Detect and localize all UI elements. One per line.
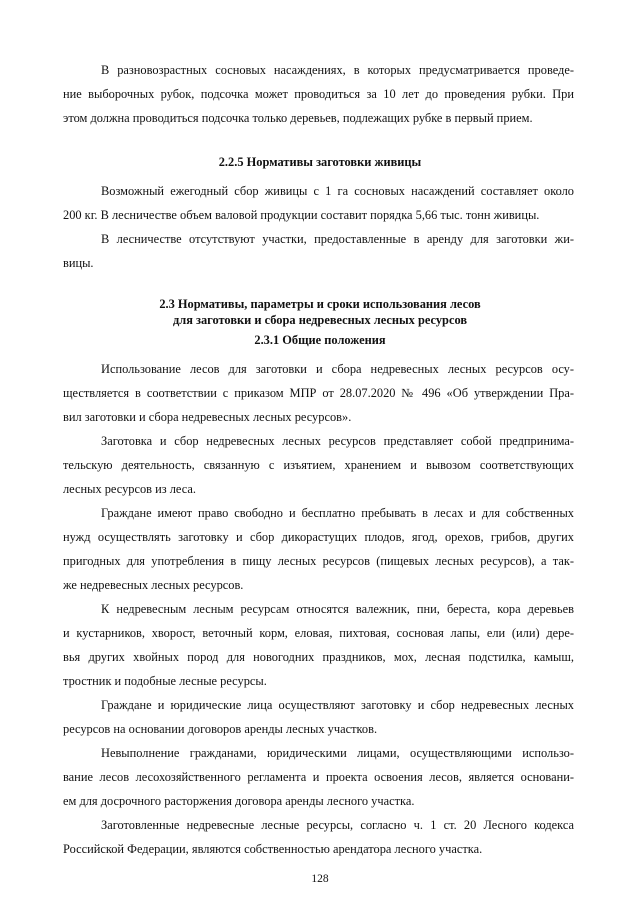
paragraph-line: же недревесных лесных ресурсов.: [63, 578, 244, 592]
paragraph-line: Заготовка и сбор недревесных лесных ресурсов представляет собой предпринима-: [101, 434, 574, 448]
paragraph-line: Невыполнение гражданами, юридическими лицами, осуществляющими использо-: [101, 746, 574, 760]
paragraph-line: нужд осуществлять заготовку и сбор дикорастущих плодов, ягод, орехов, грибов, других: [63, 530, 574, 544]
paragraph-line: Возможный ежегодный сбор живицы с 1 га сосновых насаждений составляет около: [101, 184, 574, 198]
page-number: 128: [311, 873, 329, 885]
paragraph-line: вил заготовки и сбора недревесных лесных ресурсов».: [63, 410, 352, 424]
paragraph-line: и кустарников, хворост, веточный корм, еловая, пихтовая, сосновая лапы, ели (или) дере-: [63, 626, 574, 640]
paragraph-line: Граждане имеют право свободно и бесплатно пребывать в лесах и для собственных: [101, 506, 574, 520]
section-heading-2-3-1: 2.3.1 Общие положения: [254, 333, 386, 347]
paragraph-line: Использование лесов для заготовки и сбора недревесных лесных ресурсов осу-: [101, 362, 574, 376]
paragraph-line: вицы.: [63, 256, 94, 270]
paragraph-line: ществляется в соответствии с приказом МПР от 28.07.2020 № 496 «Об утверждении Пра-: [63, 386, 574, 400]
paragraph-line: тельскую деятельность, связанную с изъятием, хранением и вывозом соответствующих: [63, 458, 574, 472]
section-heading-2-3-line1: 2.3 Нормативы, параметры и сроки использования лесов: [159, 297, 481, 311]
section-heading-2-2-5: 2.2.5 Нормативы заготовки живицы: [218, 155, 422, 169]
paragraph-line: В лесничестве отсутствуют участки, предоставленные в аренду для заготовки жи-: [101, 232, 574, 246]
paragraph-line: Граждане и юридические лица осуществляют заготовку и сбор недревесных лесных: [101, 698, 574, 712]
paragraph-line: пригодных для употребления в пищу лесных ресурсов (пищевых лесных ресурсов), а так-: [63, 554, 574, 568]
paragraph-line: Заготовленные недревесные лесные ресурсы, согласно ч. 1 ст. 20 Лесного кодекса: [101, 818, 574, 832]
paragraph-line: ние выборочных рубок, подсочка может проводиться за 10 лет до проведения рубки. При: [63, 87, 574, 101]
paragraph-line: этом должна проводиться подсочка только деревьев, подлежащих рубке в первый прием.: [63, 111, 533, 125]
paragraph-line: К недревесным лесным ресурсам относятся валежник, пни, береста, кора деревьев: [101, 602, 574, 616]
paragraph-line: В разновозрастных сосновых насаждениях, в которых предусматривается проведе-: [101, 63, 574, 77]
paragraph-line: тростник и подобные лесные ресурсы.: [63, 674, 267, 688]
section-heading-2-3-line2: для заготовки и сбора недревесных лесных ресурсов: [172, 313, 468, 327]
paragraph-line: вья других хвойных пород для новогодних праздников, мох, лесная подстилка, камыш,: [63, 650, 574, 664]
paragraph-line: лесных ресурсов из леса.: [63, 482, 196, 496]
paragraph-line: 200 кг. В лесничестве объем валовой продукции составит порядка 5,66 тыс. тонн живицы.: [63, 208, 540, 222]
paragraph-line: Российской Федерации, являются собственностью арендатора лесного участка.: [63, 842, 483, 856]
paragraph-line: вание лесов лесохозяйственного регламента и проекта освоения лесов, является основани-: [63, 770, 574, 784]
paragraph-line: ем для досрочного расторжения договора аренды лесного участка.: [63, 794, 415, 808]
paragraph-line: ресурсов на основании договоров аренды лесных участков.: [63, 722, 378, 736]
